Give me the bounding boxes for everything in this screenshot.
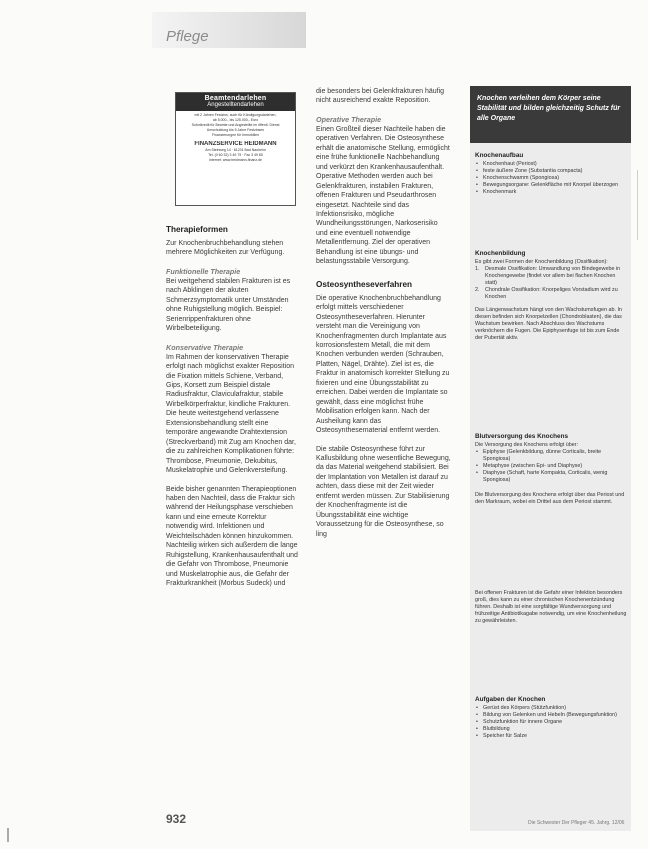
list-item-text: Desmale Ossifikation: Umwandlung von Bindegewebe in Knochengewebe (findet vor allem bei flachen Knochen statt) (485, 266, 621, 286)
list-item: • Diaphyse (Schaft, harte Kompakta, Corticalis, wenig Spongiosa) (483, 470, 627, 484)
list-item: • Blutbildung (483, 726, 627, 733)
list-item: • Knochenhaut (Periost) (483, 161, 627, 168)
sidebar-italic-note: Bei offenen Frakturen ist die Gefahr einer Infektion besonders groß, dies kann zu einer chronischen Knochenentzündung führen. Deshalb ist eine sorgfältige Wundversorgung und frühzeitige Antibiotikagabe notwendig, um eine Knochenheilung zu gewährleisten. (475, 590, 627, 624)
paragraph: Im Rahmen der konservativen Therapie erfolgt nach möglichst exakter Reposition die Fixation mittels Schiene, Verband, Gips, Korsett zum Beispiel distale Radiusfraktur, Claviculafraktur, stabile Wirbelkörperfraktur, kindliche Frakturen. Die heute weitestgehend verlassene Extensionsbehandlung stellt eine temporäre angewandte Drahtextension (Streckverband) mit Zug am Knochen dar, die zu zahlreichen Komplikationen führte: Thrombose, Pneumonie, Dekubitus, Muskelatrophie und Gelenkversteifung. (166, 353, 296, 475)
list-item: • Bildung von Gelenken und Hebeln (Bewegungsfunktion) (483, 712, 627, 719)
article-column-left (166, 224, 298, 589)
ad-subtitle: Angestelltendarlehen (207, 102, 264, 108)
sidebar-heading: Blutversorgung des Knochens (475, 433, 569, 440)
ad-line: ab 5.000,- bis 125.000,- Euro (212, 118, 259, 122)
ad-company-line: Internet: www.heidmann-finanz.de (209, 158, 262, 162)
subheading: Funktionelle Therapie (166, 266, 241, 276)
list-item: • feste äußere Zone (Substantia compacta) (483, 168, 627, 175)
list-item: • Schutzfunktion für innere Organe (483, 719, 627, 726)
sidebar-heading: Aufgaben der Knochen (475, 696, 546, 703)
page-number: 932 (166, 812, 187, 826)
section-title: Pflege (166, 28, 209, 45)
subheading: Operative Therapie (316, 114, 382, 124)
paragraph: Zur Knochenbruchbehandlung stehen mehrere Möglichkeiten zur Verfügung. (166, 240, 285, 257)
sidebar-text: Die Blutversorgung des Knochens erfolgt über das Periost und den Markraum, wobei ein Drittel aus dem Periost stammt. (475, 492, 625, 505)
list-number: 2. (475, 287, 480, 293)
list-item: • Epiphyse (Gelenkbildung, dünne Corticalis, breite Spongiosa) (483, 449, 627, 463)
scan-mark (7, 828, 9, 842)
advertisement (175, 92, 296, 206)
ad-line: Umschuldung bis 5 Jahre Festzinsen (206, 128, 265, 132)
sidebar-text: Das Längenwachstum hängt von den Wachstumsfugen ab. In diesen befinden sich Knorpelzellen (Chondroblasten), die das Wachstum bewirken. Nach Abschluss des Wachstums verknöchern die Fugen. Die Epiphysenfuge ist bis zum Ende der Pubertät aktiv. (475, 307, 622, 341)
list-item (475, 287, 627, 301)
subheading: Konservative Therapie (166, 342, 244, 352)
paragraph: Bei weitgehend stabilen Frakturen ist es nach Abklingen der akuten Schmerzsymptomatik unter Umständen ohne Ruhigstellung möglich. Beispiel: Serienrippenfrakturen ohne Wirbelbeteiligung. (166, 277, 291, 333)
sidebar-section-knochenaufbau (475, 152, 627, 196)
sidebar-list (475, 449, 627, 484)
ad-title: Beamtendarlehen (204, 95, 267, 102)
paragraph: Einen Großteil dieser Nachteile haben die operativen Verfahren. Die Osteosynthese erhält die anatomische Stellung, ermöglicht eine frühe funktionelle Nachbehandlung und verkürzt den Krankenhausaufenthalt. Operative Methoden werden auch bei Gelenkfrakturen, instabilen Frakturen, offenen Frakturen und Pseudarthrosen eingesetzt. Nachteile sind das Infektionsrisiko, mögliche Wundheilungsstörungen, Narkoserisiko und eine eventuell notwendige Metallentfernung. Ziel der operativen Behandlung ist eine übungs- und belastungsstabile Versorgung. (316, 125, 450, 266)
paragraph: Die operative Knochenbruchbehandlung erfolgt mittels verschiedener Osteosyntheseverfahren. Hierunter versteht man die Vereinigung von Knochenfragmenten durch Implantate aus korrosionsfestem Metall, die mit dem Knochen verbunden werden (Schrauben, Platten, Nägel, Drähte). Ziel ist es, die Fraktur in anatomisch korrekter Stellung zu fixieren und eine Übungsstabilität zu erreichen. Dabei werden die Implantate so gewählt, dass eine möglichst frühe Mobilisation erfolgen kann. Nach der Ausheilung kann das Osteosynthesematerial entfernt werden. (316, 294, 450, 435)
article-column-right (316, 87, 451, 539)
list-item: • Knochenschwamm (Spongiosa) (483, 175, 627, 182)
list-item: • Metaphyse (zwischen Epi- und Diaphyse) (483, 463, 627, 470)
list-number: 1. (475, 266, 480, 272)
heading-therapieformen: Therapieformen (166, 225, 228, 234)
ad-line: mit 2 Jahren Festzins, auch für Kündigungsdarlehen, (194, 113, 277, 117)
footer-source: Die Schwester Der Pfleger 45. Jahrg. 12/06 (528, 820, 625, 826)
sidebar-heading: Knochenbildung (475, 250, 526, 257)
ad-line: Finanzierungen für Immobilien (211, 133, 260, 137)
ad-company-line: Am Steinweg 14 · 61231 Bad Nauheim (205, 148, 266, 152)
ad-company-line: Tel. (0 60 32) 3 49 79 · Fax 3 49 80 (208, 153, 263, 157)
sidebar-list (475, 705, 627, 740)
ad-body (176, 111, 295, 165)
sidebar-section-aufgaben (475, 696, 627, 740)
paragraph: Beide bisher genannten Therapieoptionen haben den Nachteil, dass die Fraktur sich während der Heilungsphase verschieben kann und eine erneute Korrektur notwendig wird. Infektionen und Weichteilschäden können hinzukommen. Nachteilig wirken sich außerdem die lange Ruhigstellung, Krankenhausaufenthalt und die Gefahr von Thrombose, Pneumonie und Muskelatrophie aus, die Gefahr der Frakturkrankheit (Morbus Sudeck) und (166, 485, 298, 588)
sidebar-highlight-text: Knochen verleihen dem Körper seine Stabilität und bilden gleichzeitig Schutz für alle Organe (477, 95, 621, 122)
paragraph: die besonders bei Gelenkfrakturen häufig nicht ausreichend exakte Reposition. (316, 88, 445, 105)
sidebar-heading: Knochenaufbau (475, 152, 524, 159)
list-item (475, 266, 627, 287)
scan-mark (637, 170, 638, 240)
ad-company: FINANZSERVICE HEIDMANN (194, 141, 277, 147)
list-item-text: Chondrale Ossifikation: Knorpeliges Vorstadium wird zu Knochen (485, 287, 618, 300)
ad-header (176, 93, 295, 111)
sidebar-text: Die Versorgung des Knochens erfolgt über: (475, 442, 579, 448)
list-item: • Gerüst des Körpers (Stützfunktion) (483, 705, 627, 712)
sidebar-section-blutversorgung (475, 433, 627, 506)
sidebar-text: Es gibt zwei Formen der Knochenbildung (Ossifikation): (475, 259, 608, 265)
paragraph: Die stabile Osteosynthese führt zur Kallusbildung ohne wesentliche Bewegung, da das Material weitgehend stabilisiert. Bei der Implantation von Metallen ist darauf zu achten, dass diese mit der Zeit wieder entfernt werden müssen. Zur Stabilisierung der Knochenfragmente ist die Übungsstabilität eine wichtige Voraussetzung für die Osteosynthese, so ling (316, 445, 451, 538)
list-item: • Knochenmark (483, 189, 627, 196)
list-item: • Speicher für Salze (483, 733, 627, 740)
sidebar-list (475, 161, 627, 196)
sidebar-section-knochenbildung (475, 250, 627, 342)
sidebar-numbered-list (475, 266, 627, 301)
heading-osteosyntheseverfahren: Osteosyntheseverfahren (316, 279, 413, 289)
ad-line: Sofortkredit für Beamte und Angestellte im öffentl. Dienst (191, 123, 280, 127)
list-item: • Bewegungsorgane: Gelenkfläche mit Knorpel überzogen (483, 182, 627, 189)
